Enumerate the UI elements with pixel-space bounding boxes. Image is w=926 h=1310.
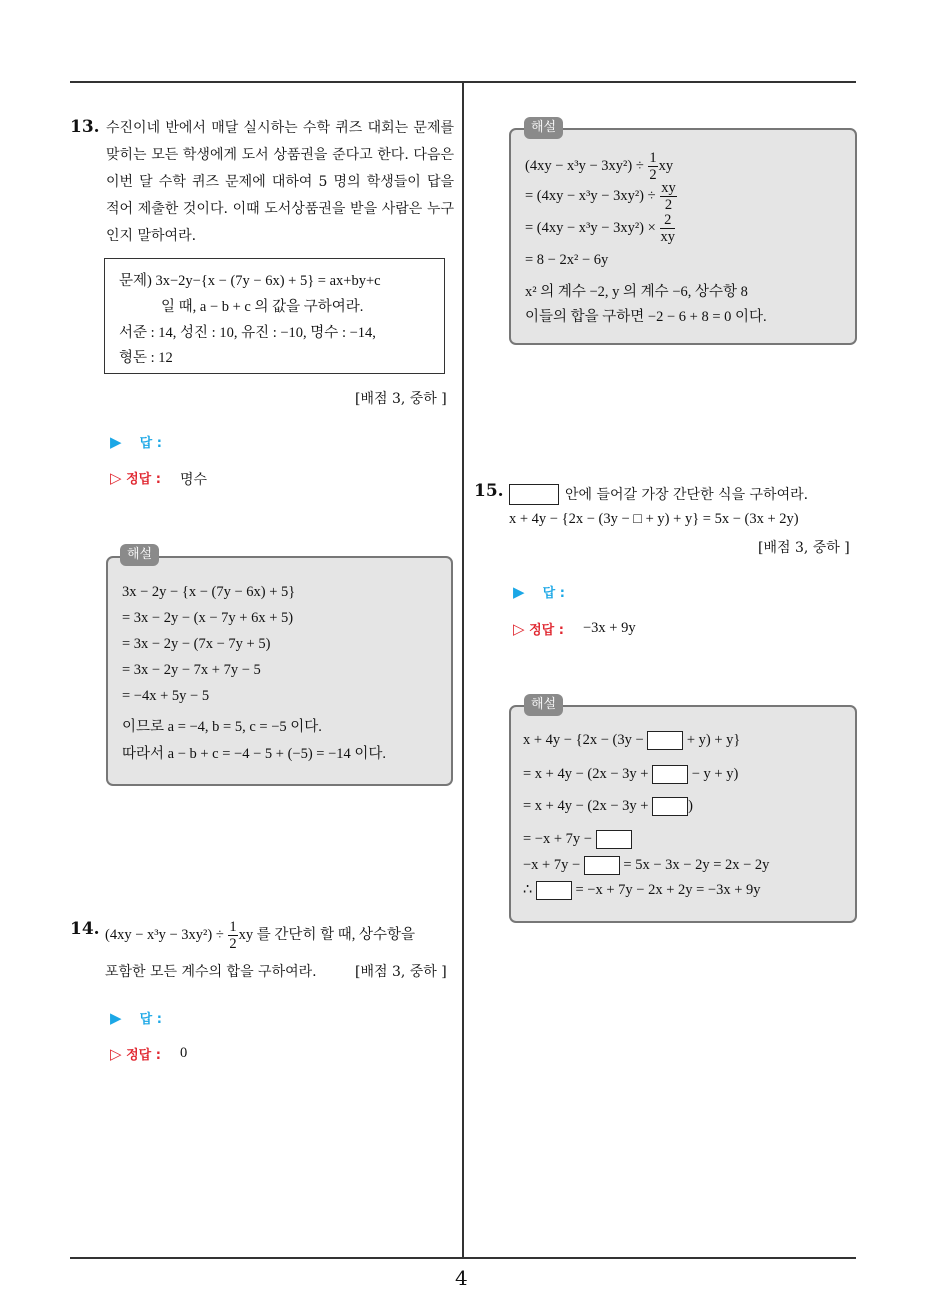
problem-15-blank-box: [509, 484, 559, 505]
problem-13-solution-tab: 해설: [120, 544, 159, 566]
sol14-l3-frac: [660, 212, 675, 245]
sol14-l2-expr: = (4xy − x³y − 3xy²) ÷: [525, 187, 656, 204]
sol15-line1: [523, 731, 740, 750]
sol13-line7: 따라서 a − b + c = −4 − 5 + (−5) = −14 이다.: [122, 746, 387, 762]
column-divider: [462, 83, 464, 1258]
play-filled-icon: ▶: [110, 433, 122, 451]
sol15-l6-a: ∴: [523, 881, 533, 898]
sol13-line1: 3x − 2y − {x − (7y − 6x) + 5}: [122, 584, 296, 600]
sol15-l3-blank: [652, 797, 688, 816]
play-filled-icon: ▶: [110, 1009, 122, 1027]
sol15-line5: [523, 856, 769, 875]
play-outline-icon: ▷: [110, 1045, 122, 1063]
problem-15-correct-label: [513, 619, 564, 638]
problem-13-answer-label: [110, 432, 162, 451]
problem-15-score: [배점 3, 중하 ]: [758, 540, 850, 556]
answer-label-text: 답 :: [139, 1012, 162, 1027]
bottom-rule: [70, 1257, 856, 1259]
sol14-line6: 이들의 합을 구하면 −2 − 6 + 8 = 0 이다.: [525, 309, 767, 325]
play-outline-icon: ▷: [513, 620, 525, 638]
p14-fraction: [228, 919, 237, 952]
problem-15-equation: x + 4y − {2x − (3y − □ + y) + y} = 5x − (3x + 2y): [509, 511, 799, 527]
sol15-l4-blank: [596, 830, 632, 849]
sol15-l1-a: x + 4y − {2x − (3y −: [523, 731, 644, 748]
problem-15-solution-box: [509, 705, 857, 923]
sol15-l2-b: − y + y): [691, 765, 739, 782]
problem-13-score: [배점 3, 중하 ]: [355, 391, 447, 407]
problem-14-solution-box: [509, 128, 857, 345]
sol15-l3-a: = x + 4y − (2x − 3y +: [523, 797, 649, 814]
problem-15-answer: −3x + 9y: [583, 620, 636, 636]
sol15-l5-blank: [584, 856, 620, 875]
problem-13-answer: 명수: [180, 472, 208, 488]
sol14-l3-num: 2: [660, 212, 675, 229]
sol15-l6-b: = −x + 7y − 2x + 2y = −3x + 9y: [575, 881, 761, 898]
problem-14-line2: 포함한 모든 계수의 합을 구하여라.: [105, 964, 317, 980]
sol14-l1-tail: xy: [658, 157, 674, 174]
problem-13-box: [104, 258, 445, 374]
p14-expr-tail: xy 를 간단히 할 때, 상수항을: [238, 926, 415, 943]
problem-14-expression: [105, 919, 415, 952]
sol15-line2: [523, 765, 738, 784]
play-filled-icon: ▶: [513, 583, 525, 601]
sol14-line5: x² 의 계수 −2, y 의 계수 −6, 상수항 8: [525, 284, 748, 300]
correct-label-text: 정답 :: [126, 1048, 161, 1063]
problem-14-answer-label: [110, 1008, 162, 1027]
sol15-line4: [523, 830, 632, 849]
problem-15-answer-label: [513, 582, 565, 601]
problem-13-solution-box: [106, 556, 453, 786]
sol13-line4: = 3x − 2y − 7x + 7y − 5: [122, 662, 261, 678]
problem-13-text: 수진이네 반에서 매달 실시하는 수학 퀴즈 대회는 문제를 맞히는 모든 학생에게 도서 상품권을 준다고 한다. 다음은 이번 달 수학 퀴즈 문제에 대하여 5 명의 학생들이 답을 적어 제출한 것이다. 이때 도서상품권을 받을 사람은 누구인지 말하여라.: [106, 120, 454, 244]
sol13-line2: = 3x − 2y − (x − 7y + 6x + 5): [122, 610, 294, 626]
sol14-l2-num: xy: [661, 180, 676, 196]
sol15-l4-a: = −x + 7y −: [523, 830, 592, 847]
sol14-l1-expr: (4xy − x³y − 3xy²) ÷: [525, 157, 644, 174]
problem-13-box-line2: 일 때, a − b + c 의 값을 구하여라.: [161, 299, 364, 315]
problem-13-box-line1: 문제) 3x−2y−{x − (7y − 6x) + 5} = ax+by+c: [119, 273, 381, 289]
problem-14-correct-label: [110, 1044, 161, 1063]
sol14-l3-den: xy: [660, 229, 675, 245]
sol15-l6-blank: [536, 881, 572, 900]
p14-frac-num: 1: [229, 919, 237, 935]
problem-15-text: 안에 들어갈 가장 간단한 식을 구하여라.: [565, 487, 809, 503]
sol15-l2-blank: [652, 765, 688, 784]
sol14-line3: [525, 212, 676, 245]
correct-label-text: 정답 :: [126, 472, 161, 487]
play-outline-icon: ▷: [110, 469, 122, 487]
sol14-l1-frac: [648, 150, 657, 183]
problem-15-number: 15.: [474, 481, 504, 501]
sol15-l5-a: −x + 7y −: [523, 856, 581, 873]
sol14-line1: [525, 150, 673, 183]
problem-14-solution-tab: 해설: [524, 117, 563, 139]
problem-13-number: 13.: [70, 117, 100, 137]
sol13-line5: = −4x + 5y − 5: [122, 688, 210, 704]
sol15-l2-a: = x + 4y − (2x − 3y +: [523, 765, 649, 782]
p14-frac-den: 2: [229, 936, 237, 952]
sol14-l2-frac: [660, 180, 677, 213]
problem-13-correct-label: [110, 468, 161, 487]
sol14-line2: [525, 180, 678, 213]
sol14-l3-expr: = (4xy − x³y − 3xy²) ×: [525, 219, 656, 236]
sol13-line3: = 3x − 2y − (7x − 7y + 5): [122, 636, 271, 652]
problem-13-box-line3: 서준 : 14, 성진 : 10, 유진 : −10, 명수 : −14,: [119, 325, 376, 341]
problem-13-box-line4: 형돈 : 12: [119, 350, 173, 366]
p14-expr: (4xy − x³y − 3xy²) ÷: [105, 926, 224, 943]
page-number: 4: [455, 1266, 468, 1290]
answer-label-text: 답 :: [139, 436, 162, 451]
problem-14-score: [배점 3, 중하 ]: [355, 964, 447, 980]
sol14-l2-den: 2: [664, 197, 673, 213]
sol13-line6: 이므로 a = −4, b = 5, c = −5 이다.: [122, 719, 322, 735]
sol14-l1-num: 1: [649, 150, 657, 166]
answer-label-text: 답 :: [542, 586, 565, 601]
sol15-l3-b: ): [688, 797, 693, 814]
problem-14-answer: 0: [180, 1045, 188, 1061]
sol15-line3: [523, 797, 693, 816]
sol14-line4: = 8 − 2x² − 6y: [525, 252, 609, 268]
sol14-l1-den: 2: [649, 167, 657, 183]
sol15-l1-blank: [647, 731, 683, 750]
sol15-line6: [523, 881, 761, 900]
sol15-l5-b: = 5x − 3x − 2y = 2x − 2y: [623, 856, 770, 873]
problem-14-number: 14.: [70, 919, 100, 939]
correct-label-text: 정답 :: [529, 623, 564, 638]
sol15-l1-b: + y) + y}: [686, 731, 741, 748]
problem-15-solution-tab: 해설: [524, 694, 563, 716]
